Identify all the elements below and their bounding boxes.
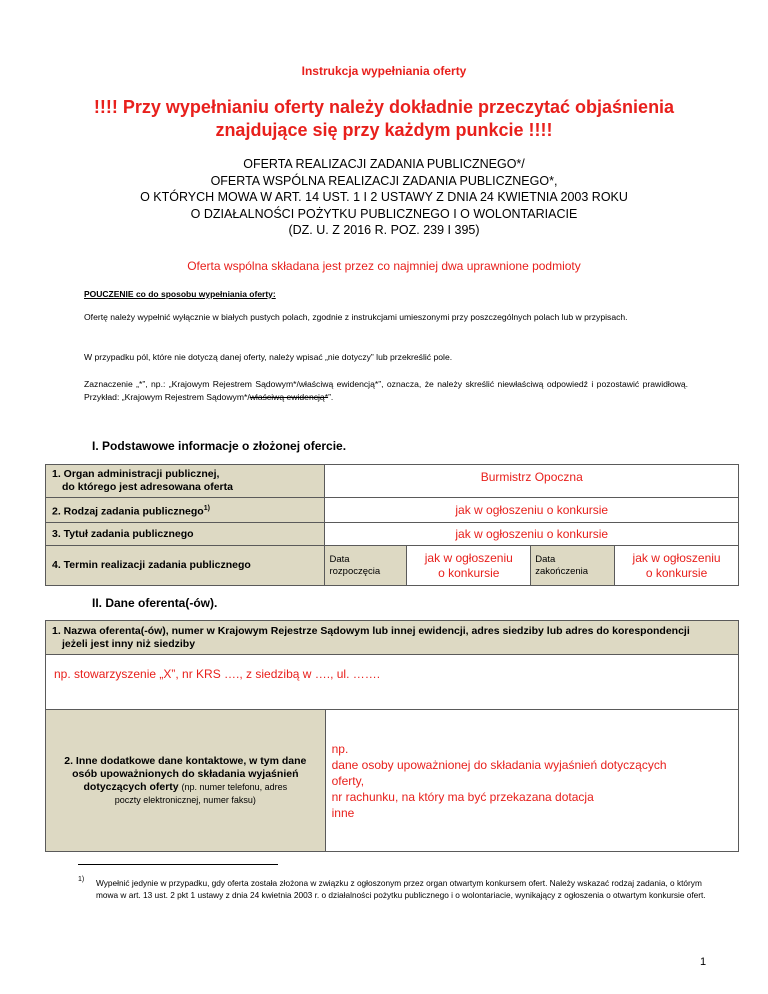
section-1-title: I. Podstawowe informacje o złożonej ofercie. [92, 439, 347, 453]
instruction-title: Instrukcja wypełniania oferty [301, 64, 467, 78]
instruction-paragraph-3-text: Zaznaczenie „*”, np.: „Krajowym Rejestrem Sądowym*/właściwą ewidencją*”, oznacza, że należy skreślić niewłaściwą odpowiedź i pozostawić prawidłową. Przykład: „Krajowym Rejestrem Sądowym*/ [84, 379, 688, 402]
offer-heading-line: OFERTA REALIZACJI ZADANIA PUBLICZNEGO*/ [243, 157, 525, 171]
page-number: 1 [700, 956, 707, 968]
offer-heading-line: O KTÓRYCH MOWA W ART. 14 UST. 1 I 2 USTAWY Z DNIA 24 KWIETNIA 2003 ROKU [140, 190, 628, 204]
pouczenie-title: POUCZENIE co do sposobu wypełniania oferty: [84, 289, 276, 299]
offerer-name-label: 1. Nazwa oferenta(-ów), numer w Krajowym Rejestrze Sądowym lub innej ewidencji, adres siedziby lub adres do korespondencji jeżeli jest inny niż siedziby [46, 621, 739, 655]
end-date-field[interactable]: jak w ogłoszeniu o konkursie [615, 546, 739, 586]
organ-field[interactable]: Burmistrz Opoczna [325, 465, 739, 498]
offerer-table [45, 620, 739, 852]
offer-heading-line: OFERTA WSPÓLNA REALIZACJI ZADANIA PUBLICZNEGO*, [210, 173, 558, 188]
joint-offer-note: Oferta wspólna składana jest przez co najmniej dwa uprawnione podmioty [187, 259, 581, 273]
footnote-ref: 1) [203, 504, 210, 512]
organ-label: 1. Organ administracji publicznej, do którego jest adresowana oferta [46, 465, 325, 498]
footnote-text: Wypełnić jedynie w przypadku, gdy oferta została złożona w związku z ogłoszonym przez organ otwartym konkursem ofert. Należy wskazać rodzaj zadania, o którym mowa w art. 13 ust. 2 pkt 1 ustawy z dnia 24 kwietnia 2003 r. o działalności pożytku publicznego i o wolontariacie, wynikający z ogłoszenia o otwartym konkursie ofert. [96, 878, 706, 900]
instruction-paragraph-1: Ofertę należy wypełnić wyłącznie w białych pustych polach, zgodnie z instrukcjami umieszonymi przy poszczególnych polach lub w przypisach. [84, 312, 628, 322]
offer-heading-line: O DZIAŁALNOŚCI POŻYTKU PUBLICZNEGO I O WOLONTARIACIE [190, 206, 578, 221]
offer-heading-line: (DZ. U. Z 2016 R. POZ. 239 I 395) [288, 223, 480, 237]
task-term-label: 4. Termin realizacji zadania publicznego [46, 546, 325, 586]
contact-data-field[interactable]: np. dane osoby upoważnionej do składania wyjaśnień dotyczących oferty, nr rachunku, na który ma być przekazana dotacja inne [325, 710, 738, 852]
start-date-field[interactable]: jak w ogłoszeniu o konkursie [407, 546, 531, 586]
end-date-label: Data zakończenia [531, 546, 615, 586]
start-date-label: Data rozpoczęcia [325, 546, 407, 586]
instruction-paragraph-3-end: ”. [328, 392, 334, 402]
warning-banner [60, 96, 708, 142]
struck-example: właściwą ewidencją* [249, 392, 329, 402]
footnote-divider [78, 864, 278, 865]
task-title-field[interactable]: jak w ogłoszeniu o konkursie [325, 523, 739, 546]
footnote [78, 877, 718, 901]
basic-info-table [45, 464, 739, 586]
contact-data-label: 2. Inne dodatkowe dane kontaktowe, w tym dane osób upoważnionych do składania wyjaśnień dotyczących oferty (np. numer telefonu, adres poczty elektronicznej, numer faksu) [46, 710, 326, 852]
instruction-paragraph-3 [84, 378, 688, 404]
footnote-mark: 1) [78, 876, 85, 883]
section-2-title: II. Dane oferenta(-ów). [92, 596, 218, 610]
offerer-name-field[interactable]: np. stowarzyszenie „X”, nr KRS …., z siedzibą w …., ul. ……. [46, 655, 739, 710]
task-type-label: 2. Rodzaj zadania publicznego$^{1)}$ [46, 498, 325, 523]
warning-line-2: znajdujące się przy każdym punkcie !!!! [215, 120, 553, 140]
task-type-field[interactable]: jak w ogłoszeniu o konkursie [325, 498, 739, 523]
warning-line-1: !!!! Przy wypełnianiu oferty należy dokładnie przeczytać objaśnienia [93, 97, 675, 117]
task-title-label: 3. Tytuł zadania publicznego [46, 523, 325, 546]
instruction-paragraph-2: W przypadku pól, które nie dotyczą danej oferty, należy wpisać „nie dotyczy” lub przekreślić pole. [84, 352, 453, 362]
offer-heading [40, 156, 728, 239]
